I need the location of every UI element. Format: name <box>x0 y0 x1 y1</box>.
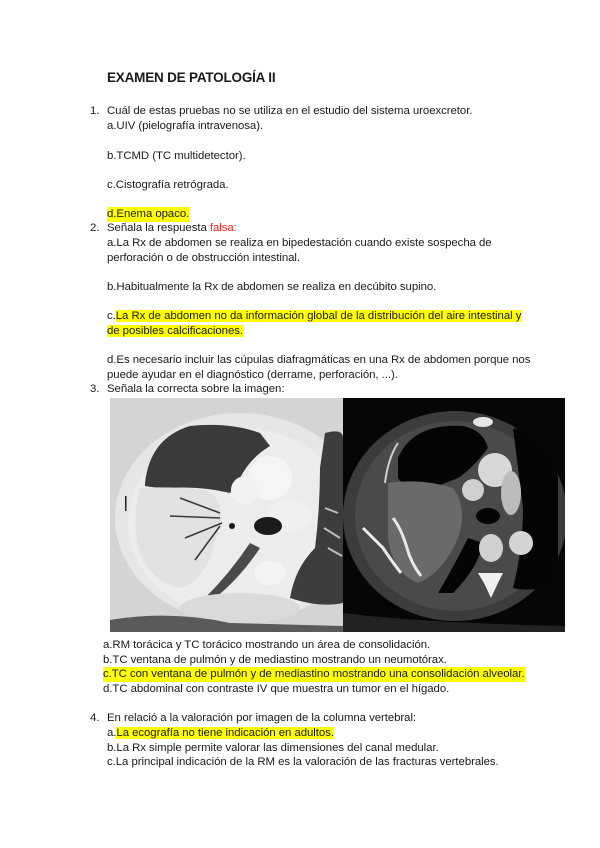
option-b: b.TCMD (TC multidetector). <box>107 150 246 162</box>
ct-mediastinal-window-graphic <box>343 398 565 632</box>
option-c-highlighted: c.TC con ventana de pulmón y de mediastino mostrando una consolidación alveolar. <box>103 668 525 680</box>
question-prompt: En relació a la valoración por imagen de la columna vertebral: <box>107 712 417 724</box>
option-d-highlighted: d.Enema opaco. <box>107 208 190 220</box>
option-d: d.TC abdominal con contraste IV que muestra un tumor en el hígado. <box>103 683 450 695</box>
emphasis-falsa: falsa <box>209 222 234 234</box>
page-title: EXAMEN DE PATOLOGÍA II <box>107 70 276 85</box>
option-c: c.La principal indicación de la RM es la valoración de las fracturas vertebrales. <box>107 756 499 768</box>
option-a: a.UIV (pielografía intravenosa). <box>107 120 264 132</box>
option-b: b.Habitualmente la Rx de abdomen se realiza en decúbito supino. <box>107 281 437 293</box>
option-c-highlighted: c.La Rx de abdomen no da información global de la distribución del aire intestinal y <box>107 310 522 322</box>
option-b: b.La Rx simple permite valorar las dimensiones del canal medular. <box>107 742 439 754</box>
question-number: 1. <box>90 105 100 117</box>
question-prompt: Cuál de estas pruebas no se utiliza en el estudio del sistema uroexcretor. <box>107 105 473 117</box>
option-a: a.La Rx de abdomen se realiza en bipedestación cuando existe sospecha de <box>107 237 492 249</box>
question-number: 2. <box>90 222 100 234</box>
ct-lung-window-graphic <box>110 398 343 632</box>
ct-lung-window-image <box>110 398 343 632</box>
question-number: 4. <box>90 712 100 724</box>
option-b: b.TC ventana de pulmón y de mediastino mostrando un neumotórax. <box>103 654 447 666</box>
ct-mediastinal-window-image <box>343 398 565 632</box>
question-prompt: Señala la correcta sobre la imagen: <box>107 383 285 395</box>
option-d: d.Es necesario incluir las cúpulas diafragmáticas en una Rx de abdomen porque nos <box>107 354 531 366</box>
option-a-highlighted: a.La ecografía no tiene indicación en adultos. <box>107 727 334 739</box>
option-a-continued: perforación o de obstrucción intestinal. <box>107 252 301 264</box>
question-number: 3. <box>90 383 100 395</box>
question-prompt: Señala la respuesta falsa: <box>107 222 237 234</box>
option-c: c.Cistografía retrógrada. <box>107 179 229 191</box>
option-d-continued: puede ayudar en el diagnóstico (derrame, perforación, ...). <box>107 369 398 381</box>
option-c-continued: de posibles calcificaciones. <box>107 325 243 337</box>
option-a: a.RM torácica y TC torácico mostrando un área de consolidación. <box>103 639 431 651</box>
